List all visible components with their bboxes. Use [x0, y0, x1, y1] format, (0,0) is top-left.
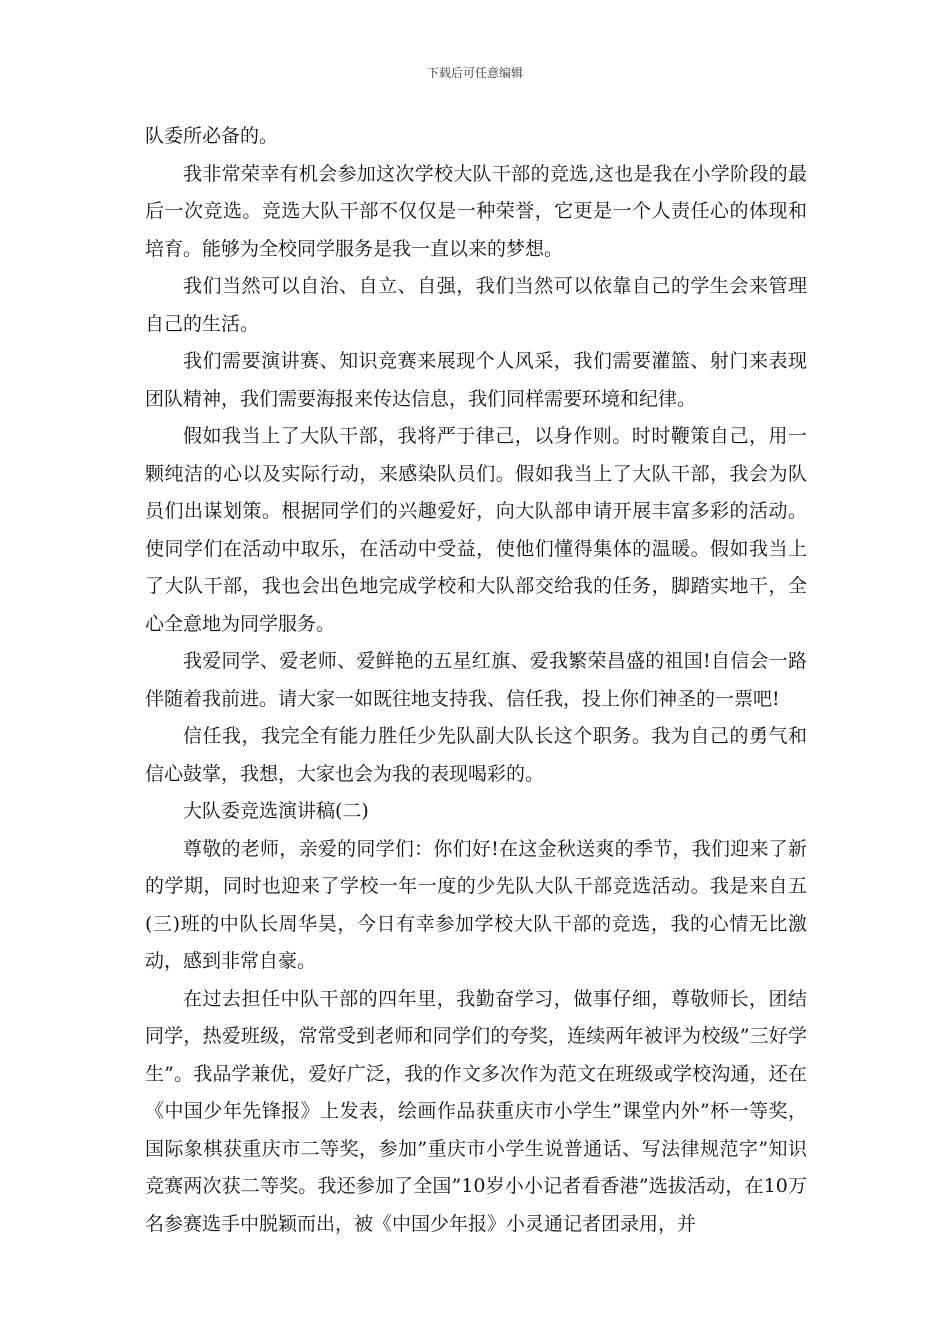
paragraph: 尊敬的老师，亲爱的同学们：你们好!在这金秋送爽的季节，我们迎来了新的学期，同时也迎来了学校一年一度的少先队大队干部竞选活动。我是来自五(三)班的中队长周华昊，今日有幸参加学校大队干部的竞选，我的心情无比激动，感到非常自豪。 [145, 837, 807, 972]
paragraph: 我们当然可以自治、自立、自强，我们当然可以依靠自己的学生会来管理自己的生活。 [145, 275, 807, 335]
paragraph: 我非常荣幸有机会参加这次学校大队干部的竞选,这也是我在小学阶段的最后一次竞选。竞选大队干部不仅仅是一种荣誉，它更是一个人责任心的体现和培育。能够为全校同学服务是我一直以来的梦想。 [145, 162, 807, 260]
paragraph: 我爱同学、爱老师、爱鲜艳的五星红旗、爱我繁荣昌盛的祖国!自信会一路伴随着我前进。请大家一如既往地支持我、信任我，投上你们神圣的一票吧! [145, 650, 807, 710]
paragraph: 我们需要演讲赛、知识竞赛来展现个人风采，我们需要灌篮、射门来表现团队精神，我们需要海报来传达信息，我们同样需要环境和纪律。 [145, 350, 807, 410]
paragraph: 假如我当上了大队干部，我将严于律己，以身作则。时时鞭策自己，用一颗纯洁的心以及实际行动，来感染队员们。假如我当上了大队干部，我会为队员们出谋划策。根据同学们的兴趣爱好，向大队部申请开展丰富多彩的活动。使同学们在活动中取乐，在活动中受益，使他们懂得集体的温暖。假如我当上了大队干部，我也会出色地完成学校和大队部交给我的任务，脚踏实地干，全心全意地为同学服务。 [145, 425, 807, 635]
document-body [145, 118, 807, 1243]
section-heading: 大队委竞选演讲稿(二) [183, 800, 369, 822]
paragraph: 信任我，我完全有能力胜任少先队副大队长这个职务。我为自己的勇气和信心鼓掌，我想，大家也会为我的表现喝彩的。 [145, 725, 807, 785]
page-header: 下载后可任意编辑 [426, 66, 523, 80]
paragraph: 队委所必备的。 [145, 125, 279, 147]
paragraph: 在过去担任中队干部的四年里，我勤奋学习，做事仔细，尊敬师长，团结同学，热爱班级，常常受到老师和同学们的夸奖，连续两年被评为校级”三好学生”。我品学兼优，爱好广泛，我的作文多次作为范文在班级或学校沟通，还在《中国少年先锋报》上发表，绘画作品获重庆市小学生”课堂内外”杯一等奖，国际象棋获重庆市二等奖，参加”重庆市小学生说普通话、写法律规范字”知识竞赛两次获二等奖。我还参加了全国”10岁小小记者看香港”选拔活动，在10万名参赛选手中脱颖而出，被《中国少年报》小灵通记者团录用，并 [145, 987, 807, 1235]
